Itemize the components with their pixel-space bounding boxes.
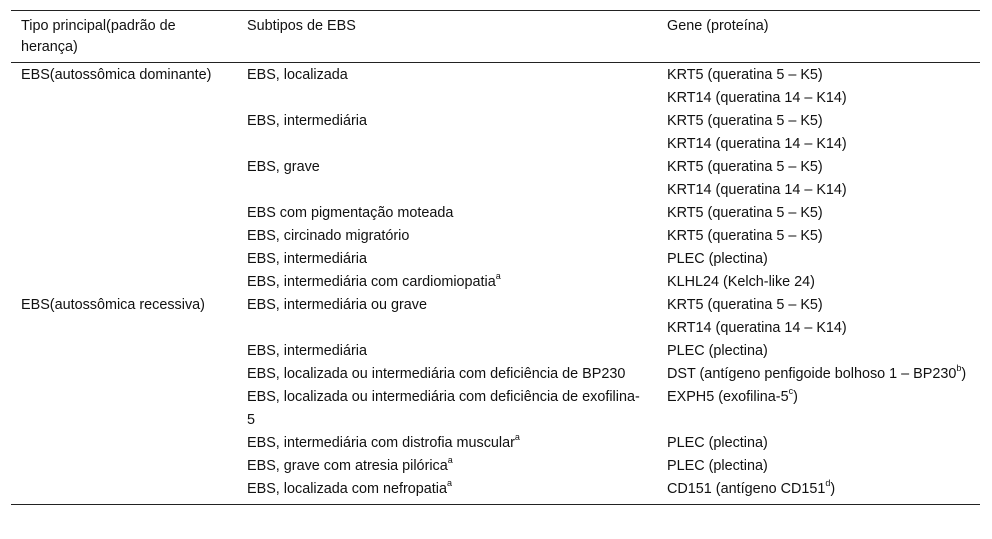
gene-cell [657,225,980,248]
gene-text: PLEC (plectina) [667,458,768,474]
gene-text: KRT14 (queratina 14 – K14) [667,90,847,106]
subtype-cell [237,294,657,317]
footnote-marker: a [514,432,520,443]
gene-cell [657,432,980,455]
subtype-cell [237,317,657,340]
gene-text: KRT5 (queratina 5 – K5) [667,67,823,83]
subtype-cell [237,248,657,271]
subtype-cell [237,87,657,110]
gene-text: KRT5 (queratina 5 – K5) [667,205,823,221]
header-row [11,11,980,63]
table-body [11,63,980,505]
subtype-text: EBS com pigmentação moteada [247,205,454,221]
header-main-type: Tipo principal(padrão de herança) [21,18,176,55]
subtype-cell [237,133,657,156]
gene-cell [657,248,980,271]
subtype-cell [237,179,657,202]
gene-cell [657,271,980,294]
subtype-text: EBS, grave [247,159,320,175]
subtype-cell [237,110,657,133]
gene-cell [657,386,980,432]
gene-cell [657,317,980,340]
subtype-cell [237,386,657,432]
subtype-text: EBS, localizada com nefropatia [247,481,447,497]
footnote-marker: c [788,386,794,397]
subtype-text: EBS, intermediária [247,343,367,359]
subtype-text: EBS, grave com atresia pilórica [247,458,448,474]
gene-cell [657,63,980,88]
subtype-cell [237,340,657,363]
gene-cell [657,455,980,478]
gene-cell [657,133,980,156]
subtype-cell [237,478,657,505]
gene-cell [657,110,980,133]
gene-cell [657,179,980,202]
gene-text: CD151 (antígeno CD151 [667,481,826,497]
gene-text: KRT14 (queratina 14 – K14) [667,320,847,336]
header-gene-protein: Gene (proteína) [667,18,769,34]
gene-text-close: ) [830,481,836,497]
gene-text: KRT5 (queratina 5 – K5) [667,297,823,313]
footnote-marker: a [495,271,501,282]
subtype-text: EBS, intermediária [247,113,367,129]
subtype-cell [237,202,657,225]
gene-text: PLEC (plectina) [667,251,768,267]
ebs-classification-table [11,10,980,505]
table-row [11,63,980,88]
subtype-text: EBS, intermediária com cardiomiopatia [247,274,496,290]
footnote-marker: b [956,363,962,374]
subtype-text: EBS, localizada [247,67,348,83]
table-header [11,11,980,63]
gene-cell [657,87,980,110]
subtype-text: EBS, intermediária com distrofia muscular [247,435,515,451]
gene-cell [657,202,980,225]
gene-text: EXPH5 (exofilina-5 [667,389,789,405]
subtype-cell [237,225,657,248]
subtype-cell [237,432,657,455]
footnote-marker: a [447,455,453,466]
subtype-text: EBS, localizada ou intermediária com deficiência de exofilina-5 [247,389,640,428]
gene-cell [657,478,980,505]
inheritance-type-cell: EBS(autossômica dominante) [21,67,212,83]
subtype-cell [237,63,657,88]
footnote-marker: a [446,478,452,489]
subtype-text: EBS, localizada ou intermediária com deficiência de BP230 [247,366,626,382]
gene-cell [657,340,980,363]
subtype-cell [237,156,657,179]
gene-text: KRT5 (queratina 5 – K5) [667,228,823,244]
gene-cell [657,294,980,317]
gene-text-close: ) [961,366,967,382]
gene-text: KRT5 (queratina 5 – K5) [667,159,823,175]
subtype-cell [237,455,657,478]
footnote-marker: d [825,478,831,489]
subtype-cell [237,363,657,386]
subtype-text: EBS, intermediária [247,251,367,267]
gene-text: KRT14 (queratina 14 – K14) [667,136,847,152]
gene-text: PLEC (plectina) [667,343,768,359]
subtype-text: EBS, circinado migratório [247,228,410,244]
gene-text: PLEC (plectina) [667,435,768,451]
gene-cell [657,363,980,386]
gene-text: DST (antígeno penfigoide bolhoso 1 – BP230 [667,366,957,382]
subtype-text: EBS, intermediária ou grave [247,297,427,313]
header-ebs-subtypes: Subtipos de EBS [247,18,356,34]
gene-text: KRT14 (queratina 14 – K14) [667,182,847,198]
gene-text: KRT5 (queratina 5 – K5) [667,113,823,129]
inheritance-type-cell: EBS(autossômica recessiva) [21,297,205,313]
table-row [11,294,980,317]
gene-cell [657,156,980,179]
gene-text-close: ) [793,389,798,405]
gene-text: KLHL24 (Kelch-like 24) [667,274,815,290]
subtype-cell [237,271,657,294]
